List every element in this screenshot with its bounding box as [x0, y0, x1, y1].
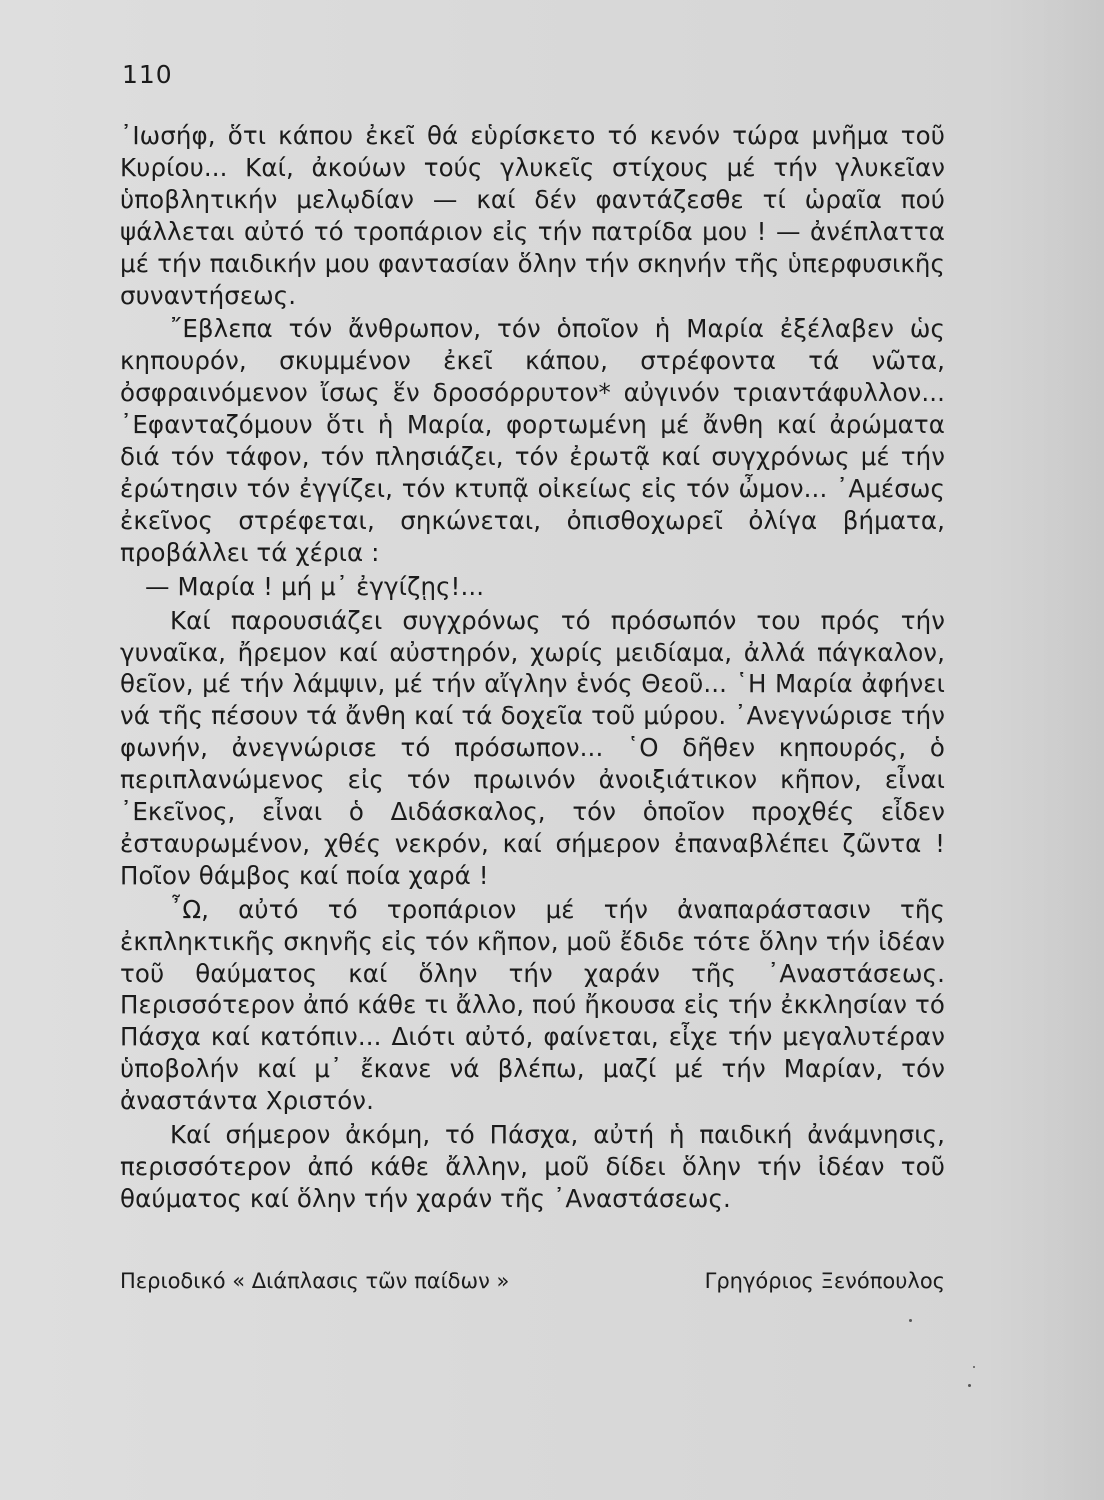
- paper-speck: [909, 1319, 912, 1322]
- page-body-text: [120, 120, 945, 1217]
- footer-source: Περιοδικό « Διάπλασις τῶν παίδων »: [120, 1269, 510, 1293]
- footer-author: Γρηγόριος Ξενόπουλος: [704, 1269, 945, 1293]
- footer: [120, 1269, 945, 1293]
- paragraph-3: Καί παρουσιάζει συγχρόνως τό πρόσωπόν του πρός τήν γυναῖκα, ἤρεμον καί αὐστηρόν, χωρίς μειδίαμα, ἀλλά πάγκαλον, θεῖον, μέ τήν λάμψιν, μέ τήν αἴγλην ἑνός Θεοῦ... ῾Η Μαρία ἀφήνει νά τῆς πέσουν τά ἄνθη καί τά δοχεῖα τοῦ μύρου. ᾿Ανεγνώρισε τήν φωνήν, ἀνεγνώρισε τό πρόσωπον... ῾Ο δῆθεν κηπουρός, ὁ περιπλανώμενος εἰς τόν πρωινόν ἀνοιξιάτικον κῆπον, εἶναι ᾿Εκεῖνος, εἶναι ὁ Διδάσκαλος, τόν ὁποῖον προχθές εἶδεν ἐσταυρωμένον, χθές νεκρόν, καί σήμερον ἐπαναβλέπει ζῶντα ! Ποῖον θάμβος καί ποία χαρά !: [120, 605, 945, 890]
- paragraph-1: ᾿Ιωσήφ, ὅτι κάπου ἐκεῖ θά εὑρίσκετο τό κενόν τώρα μνῆμα τοῦ Κυρίου... Καί, ἀκούων τούς γλυκεῖς στίχους μέ τήν γλυκεῖαν ὑποβλητικήν μελῳδίαν — καί δέν φαντάζεσθε τί ὡραῖα πού ψάλλεται αὐτό τό τροπάριον εἰς τήν πατρίδα μου ! — ἀνέπλαττα μέ τήν παιδικήν μου φαντασίαν ὅλην τήν σκηνήν τῆς ὑπερφυσικῆς συναντήσεως.: [120, 121, 945, 310]
- paper-speck: [973, 1366, 975, 1368]
- paragraph-4: ῏Ω, αὐτό τό τροπάριον μέ τήν ἀναπαράστασιν τῆς ἐκπληκτικῆς σκηνῆς εἰς τόν κῆπον, μοῦ ἔδιδε τότε ὅλην τήν ἰδέαν τοῦ θαύματος καί ὅλην τήν χαράν τῆς ᾿Αναστάσεως. Περισσότερον ἀπό κάθε τι ἄλλο, πού ἤκουσα εἰς τήν ἐκκλησίαν τό Πάσχα καί κατόπιν... Διότι αὐτό, φαίνεται, εἶχε τήν μεγαλυτέραν ὑποβολήν καί μ᾿ ἔκανε νά βλέπω, μαζί μέ τήν Μαρίαν, τόν ἀναστάντα Χριστόν.: [120, 894, 945, 1116]
- dialog-line: — Μαρία ! μή μ᾿ ἐγγίζῃς!...: [145, 571, 485, 601]
- page-edge-shadow: [985, 0, 1104, 1500]
- paragraph-2: ῎Εβλεπα τόν ἄνθρωπον, τόν ὁποῖον ἡ Μαρία ἐξέλαβεν ὡς κηπουρόν, σκυμμένον ἐκεῖ κάπου, στρέφοντα τά νῶτα, ὀσφραινόμενον ἴσως ἕν δροσόρρυτον* αὐγινόν τριαντάφυλλον... ᾿Εφανταζόμουν ὅτι ἡ Μαρία, φορτωμένη μέ ἄνθη καί ἀρώματα διά τόν τάφον, τόν πλησιάζει, τόν ἐρωτᾷ καί συγχρόνως μέ τήν ἐρώτησιν τόν ἐγγίζει, τόν κτυπᾷ οἰκείως εἰς τόν ὦμον... ᾿Αμέσως ἐκεῖνος στρέφεται, σηκώνεται, ὀπισθοχωρεῖ ὀλίγα βήματα, προβάλλει τά χέρια :: [120, 314, 945, 567]
- paragraph-5: Καί σήμερον ἀκόμη, τό Πάσχα, αὐτή ἡ παιδική ἀνάμνησις, περισσότερον ἀπό κάθε ἄλλην, μοῦ δίδει ὅλην τήν ἰδέαν τοῦ θαύματος καί ὅλην τήν χαράν τῆς ᾿Αναστάσεως.: [120, 1120, 945, 1213]
- page-number: 110: [122, 60, 173, 89]
- paper-speck: [968, 1384, 971, 1387]
